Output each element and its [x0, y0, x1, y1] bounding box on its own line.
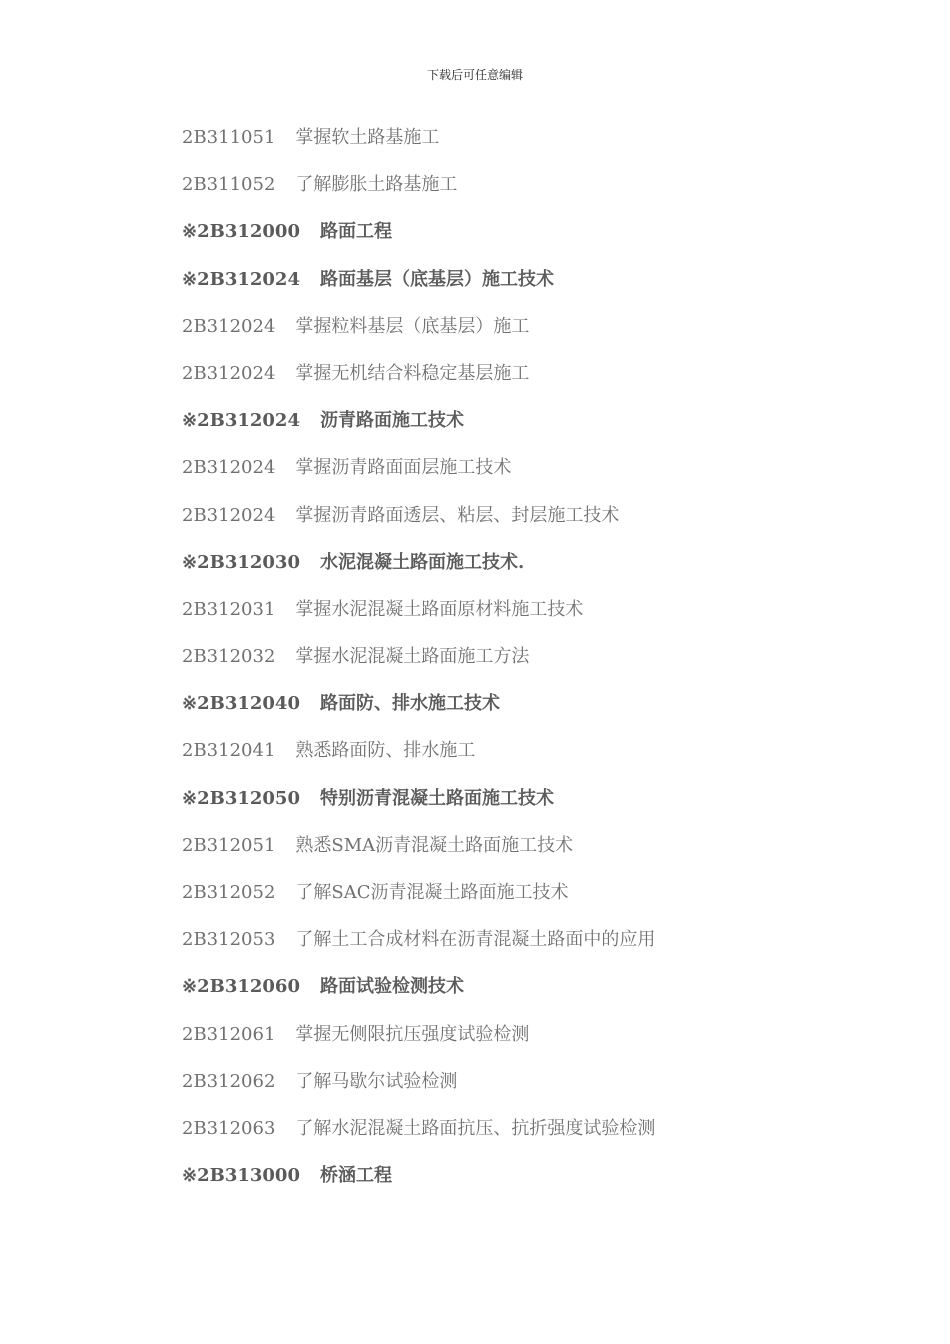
- item-code: ※2B312030: [182, 551, 300, 573]
- item-text: 掌握无侧限抗压强度试验检测: [295, 1023, 530, 1045]
- item-code: ※2B312024: [182, 268, 300, 290]
- item-text: 掌握水泥混凝土路面原材料施工技术: [295, 598, 584, 620]
- page-header-note: 下载后可任意编辑: [426, 68, 523, 82]
- syllabus-item: [182, 315, 882, 362]
- item-text: 路面试验检测技术: [319, 976, 464, 998]
- item-code: 2B312041: [182, 740, 276, 762]
- syllabus-item: [182, 362, 882, 409]
- section-heading: [182, 220, 882, 267]
- item-text: 掌握沥青路面透层、粘层、封层施工技术: [295, 504, 620, 526]
- syllabus-item: [182, 1070, 882, 1117]
- item-text: 掌握水泥混凝土路面施工方法: [295, 646, 530, 668]
- syllabus-item: [182, 173, 882, 220]
- item-code: 2B312031: [182, 598, 276, 620]
- item-code: 2B312024: [182, 457, 276, 479]
- item-code: 2B312061: [182, 1023, 276, 1045]
- item-text: 掌握软土路基施工: [295, 127, 440, 148]
- syllabus-item: [182, 739, 882, 786]
- item-code: 2B312051: [182, 834, 276, 856]
- syllabus-item: [182, 1023, 882, 1070]
- item-code: 2B311051: [182, 127, 276, 148]
- item-code: 2B312053: [182, 929, 276, 951]
- item-text: 熟悉SMA沥青混凝土路面施工技术: [295, 834, 574, 856]
- item-text: 掌握无机结合料稳定基层施工: [295, 362, 530, 384]
- section-heading: [182, 975, 882, 1022]
- item-text: 桥涵工程: [319, 1165, 392, 1187]
- item-code: 2B312024: [182, 362, 276, 384]
- syllabus-item: [182, 598, 882, 645]
- item-code: ※2B312040: [182, 693, 300, 715]
- item-text: 掌握粒料基层（底基层）施工: [295, 315, 530, 337]
- item-code: 2B312024: [182, 504, 276, 526]
- item-text: 路面防、排水施工技术: [319, 693, 500, 715]
- syllabus-item: [182, 881, 882, 928]
- item-code: 2B312062: [182, 1070, 276, 1092]
- item-code: 2B312032: [182, 646, 276, 668]
- item-code: 2B311052: [182, 174, 276, 196]
- item-code: ※2B312000: [182, 221, 300, 243]
- item-code: ※2B312060: [182, 976, 300, 998]
- document-body: [182, 126, 882, 1211]
- section-heading: [182, 268, 882, 315]
- syllabus-item: [182, 126, 882, 173]
- item-text: 熟悉路面防、排水施工: [295, 740, 476, 762]
- item-text: 路面基层（底基层）施工技术: [319, 268, 554, 290]
- item-text: 了解膨胀土路基施工: [295, 174, 458, 196]
- item-text: 掌握沥青路面面层施工技术: [295, 457, 512, 479]
- section-heading: [182, 409, 882, 456]
- syllabus-item: [182, 645, 882, 692]
- item-text: 特别沥青混凝土路面施工技术: [319, 787, 554, 809]
- item-code: ※2B312024: [182, 410, 300, 432]
- syllabus-item: [182, 1117, 882, 1164]
- syllabus-item: [182, 928, 882, 975]
- section-heading: [182, 692, 882, 739]
- item-code: 2B312052: [182, 882, 276, 903]
- item-text: 了解水泥混凝土路面抗压、抗折强度试验检测: [295, 1117, 656, 1139]
- item-text: 了解马歇尔试验检测: [295, 1070, 458, 1092]
- section-heading: [182, 787, 882, 834]
- item-text: 了解SAC沥青混凝土路面施工技术: [295, 882, 569, 903]
- section-heading: [182, 1164, 882, 1211]
- item-code: 2B312024: [182, 315, 276, 337]
- item-text: 水泥混凝土路面施工技术.: [319, 551, 525, 573]
- syllabus-item: [182, 834, 882, 881]
- syllabus-item: [182, 456, 882, 503]
- syllabus-item: [182, 504, 882, 551]
- item-text: 了解土工合成材料在沥青混凝土路面中的应用: [295, 929, 656, 951]
- item-text: 路面工程: [319, 221, 392, 243]
- section-heading: [182, 551, 882, 598]
- item-text: 沥青路面施工技术: [319, 410, 464, 432]
- item-code: ※2B312050: [182, 787, 300, 809]
- item-code: ※2B313000: [182, 1165, 300, 1187]
- item-code: 2B312063: [182, 1117, 276, 1139]
